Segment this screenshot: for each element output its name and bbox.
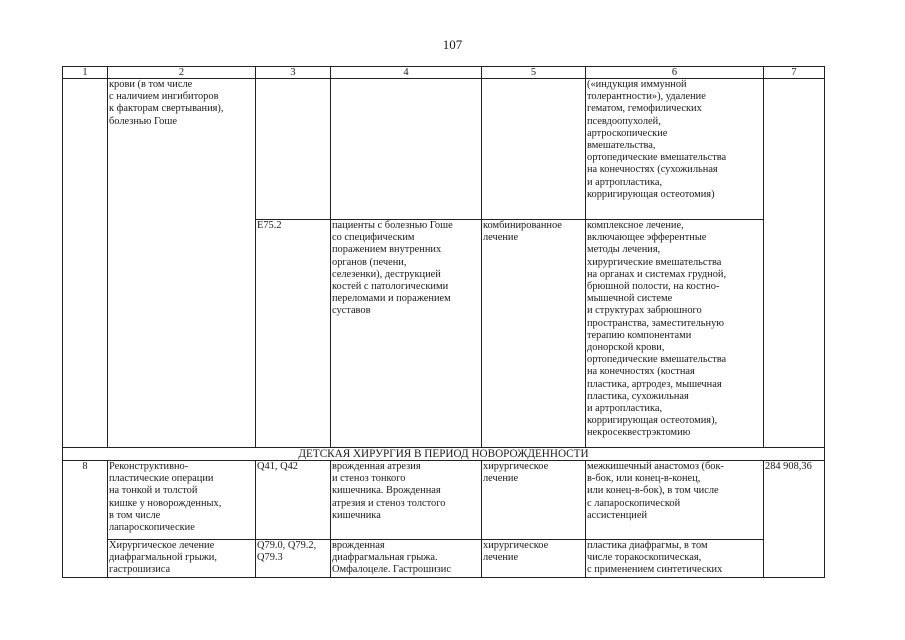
column-header-4: 4 [331, 67, 482, 79]
cell-cost-empty [764, 79, 825, 448]
table-row-8 [63, 461, 825, 540]
cell-model-gaucher: пациенты с болезнью Гоше со специфическим поражением внутренних органов (печени, селезенки), деструкцией костей с патологическими переломами и поражением суставов [331, 220, 482, 448]
section-header-row [63, 448, 825, 461]
page-number: 107 [442, 37, 463, 52]
cell-type-8: хирургическое лечение [482, 461, 586, 540]
cell-code-9: Q79.0, Q79.2, Q79.3 [256, 540, 331, 578]
cell-code-empty [256, 79, 331, 220]
cell-model-9: врожденная диафрагмальная грыжа. Омфалоцеле. Гастрошизис [331, 540, 482, 578]
column-number-header-row [63, 67, 825, 79]
table-row-continuation [63, 79, 825, 220]
column-header-3: 3 [256, 67, 331, 79]
column-header-7: 7 [764, 67, 825, 79]
cell-number-empty [63, 79, 108, 448]
cell-type-gaucher: комбинированное лечение [482, 220, 586, 448]
medical-care-table [62, 66, 825, 578]
cell-number-8: 8 [63, 461, 108, 578]
cell-type-9: хирургическое лечение [482, 540, 586, 578]
cell-method-gaucher: комплексное лечение, включающее эфферентные методы лечения, хирургические вмешательства на органах и системах грудной, брюшной полости, на костно- мышечной системе и структурах забрюшного пространства, заместительную терапию компонентами донорской крови, ортопедические вмешательства на конечностях (костная пластика, артродез, мышечная пластика, сухожильная и артропластика, корригирующая остеотомия), некросеквестрэктомию [586, 220, 764, 448]
column-header-1: 1 [63, 67, 108, 79]
cell-group-8: Реконструктивно- пластические операции на тонкой и толстой кишке у новорожденных, в том числе лапароскопические [108, 461, 256, 540]
cell-method-9: пластика диафрагмы, в том числе торакоскопическая, с применением синтетических [586, 540, 764, 578]
cell-group-9: Хирургическое лечение диафрагмальной грыжи, гастрошизиса [108, 540, 256, 578]
cell-model-8: врожденная атрезия и стеноз тонкого кишечника. Врожденная атрезия и стеноз толстого кишечника [331, 461, 482, 540]
column-header-6: 6 [586, 67, 764, 79]
cell-type-empty [482, 79, 586, 220]
cell-group-continuation: крови (в том числе с наличием ингибиторов к факторам свертывания), болезнью Гоше [108, 79, 256, 448]
cell-method-continuation: («индукция иммунной толерантности»), удаление гематом, гемофилических псевдоопухолей, артроскопические вмешательства, ортопедические вмешательства на конечностях (сухожильная и артропластика, корригирующая остеотомия) [586, 79, 764, 220]
cell-code-8: Q41, Q42 [256, 461, 331, 540]
cell-cost-8: 284 908,36 [764, 461, 825, 578]
column-header-2: 2 [108, 67, 256, 79]
cell-method-8: межкишечный анастомоз (бок- в-бок, или конец-в-конец, или конец-в-бок), в том числе с лапароскопической ассистенцией [586, 461, 764, 540]
section-title: ДЕТСКАЯ ХИРУРГИЯ В ПЕРИОД НОВОРОЖДЕННОСТИ [63, 448, 825, 461]
table-row-9 [63, 540, 825, 578]
column-header-5: 5 [482, 67, 586, 79]
cell-model-empty [331, 79, 482, 220]
cell-code-gaucher: E75.2 [256, 220, 331, 448]
